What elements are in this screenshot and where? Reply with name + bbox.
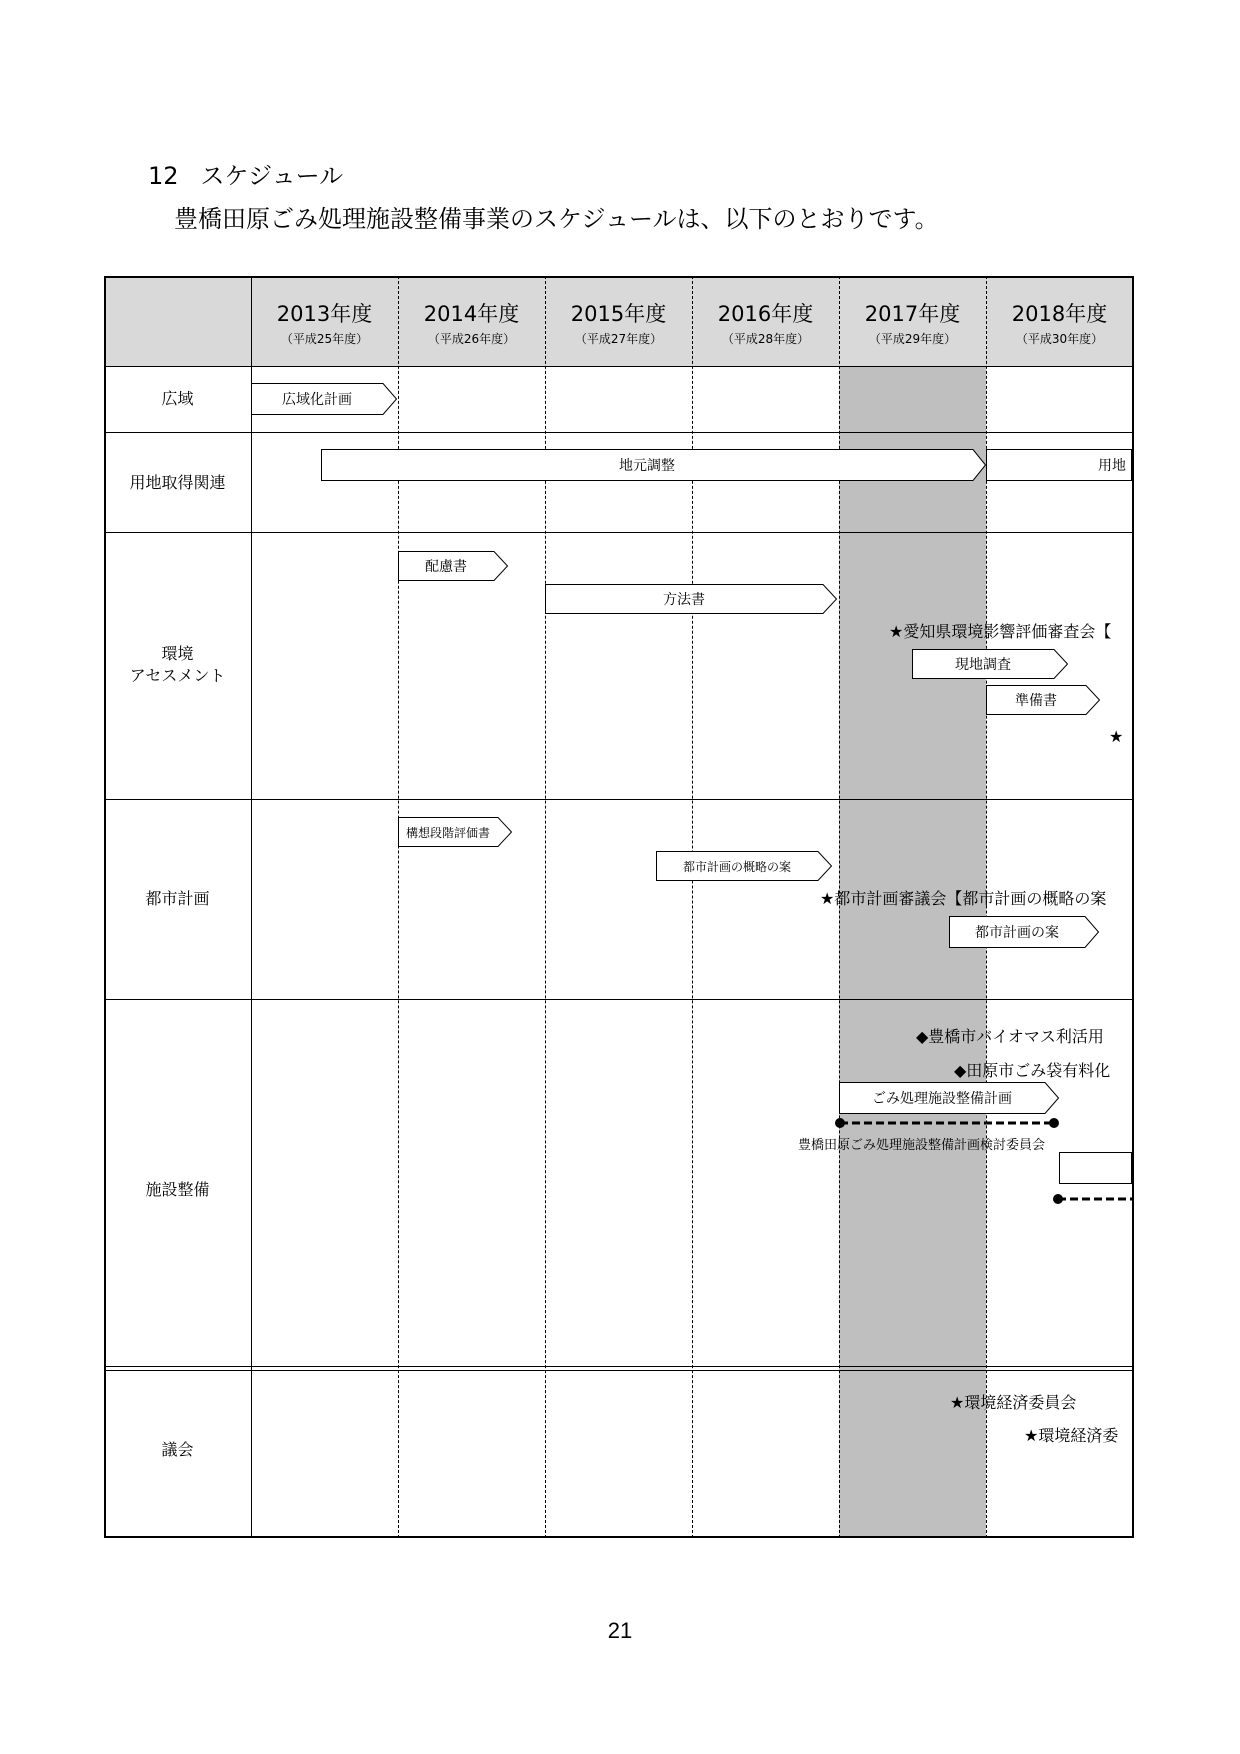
note-keizai-2: ★環境経済委 bbox=[1024, 1426, 1119, 1445]
note-tahara-bag: ◆田原市ごみ袋有料化 bbox=[954, 1061, 1111, 1080]
table-border-right bbox=[1132, 276, 1134, 1538]
committee-line-2017 bbox=[832, 1116, 1062, 1130]
row-divider-double bbox=[104, 1370, 1134, 1371]
page-number: 21 bbox=[607, 1618, 633, 1643]
row-divider bbox=[104, 1366, 1134, 1367]
schedule-table: 2013年度 （平成25年度） 2014年度 （平成26年度） 2015年度 （平成27年度） 2016年度 （平成28年度） 2017年度 （平成29年度） 2018年度 （平成30年度） 広域 用地取得関連 環境 アセスメント 都市計画 施設整備 議会 広域化計画 地元調整 用地 配慮書 方法書 現地調査 準備書 構想段階評価書 都市計画の概略の案 都市計画の案 ごみ処理施設整備計画 ★愛知県環境影響評価審査会【 ★ ★都市計画審議会【都市計画の概略の案 ◆豊橋市バイオマス利活用 ◆田原市ごみ袋有料化 豊橋田原ごみ処理施設整備計画検討委員会 ★環境経済委員会 ★環境経済委 bbox=[104, 276, 1134, 1538]
row-divider bbox=[104, 432, 1134, 433]
row-label-shisetsu: 施設整備 bbox=[145, 1180, 210, 1199]
row-label-koiki: 広域 bbox=[161, 389, 194, 408]
year-header-2017: 2017年度 （平成29年度） bbox=[864, 302, 961, 346]
row-divider bbox=[104, 799, 1134, 800]
year-header-2013: 2013年度 （平成25年度） bbox=[276, 302, 373, 346]
note-aichi-shinsakai: ★愛知県環境影響評価審査会【 bbox=[889, 622, 1112, 641]
section-heading bbox=[148, 156, 343, 191]
note-biomass: ◆豊橋市バイオマス利活用 bbox=[916, 1027, 1104, 1046]
section-title: スケジュール bbox=[200, 162, 344, 190]
note-iinkai: 豊橋田原ごみ処理施設整備計画検討委員会 bbox=[798, 1138, 1046, 1153]
label-column-divider bbox=[251, 276, 252, 1538]
note-toshi-shingikai: ★都市計画審議会【都市計画の概略の案 bbox=[820, 889, 1107, 908]
row-divider bbox=[104, 532, 1134, 533]
section-number: 12 bbox=[148, 162, 179, 190]
year-header-2016: 2016年度 （平成28年度） bbox=[717, 302, 814, 346]
row-label-yochi: 用地取得関連 bbox=[129, 473, 226, 492]
intro-text: 豊橋田原ごみ処理施設整備事業のスケジュールは、以下のとおりです。 bbox=[174, 205, 939, 233]
row-divider bbox=[104, 999, 1134, 1000]
row-label-kankyo: 環境 アセスメント bbox=[129, 644, 226, 685]
row-label-toshi: 都市計画 bbox=[145, 889, 210, 908]
committee-line-2018 bbox=[1050, 1192, 1134, 1206]
table-border-bottom bbox=[104, 1536, 1134, 1538]
row-divider bbox=[104, 366, 1134, 367]
note-keizai-1: ★環境経済委員会 bbox=[950, 1393, 1077, 1412]
fy2017-shade bbox=[839, 366, 986, 1538]
year-header-2014: 2014年度 （平成26年度） bbox=[423, 302, 520, 346]
year-header-2018: 2018年度 （平成30年度） bbox=[1011, 302, 1108, 346]
year-header-2015: 2015年度 （平成27年度） bbox=[570, 302, 667, 346]
row-label-gikai: 議会 bbox=[161, 1440, 194, 1459]
note-star-end: ★ bbox=[1109, 727, 1124, 746]
